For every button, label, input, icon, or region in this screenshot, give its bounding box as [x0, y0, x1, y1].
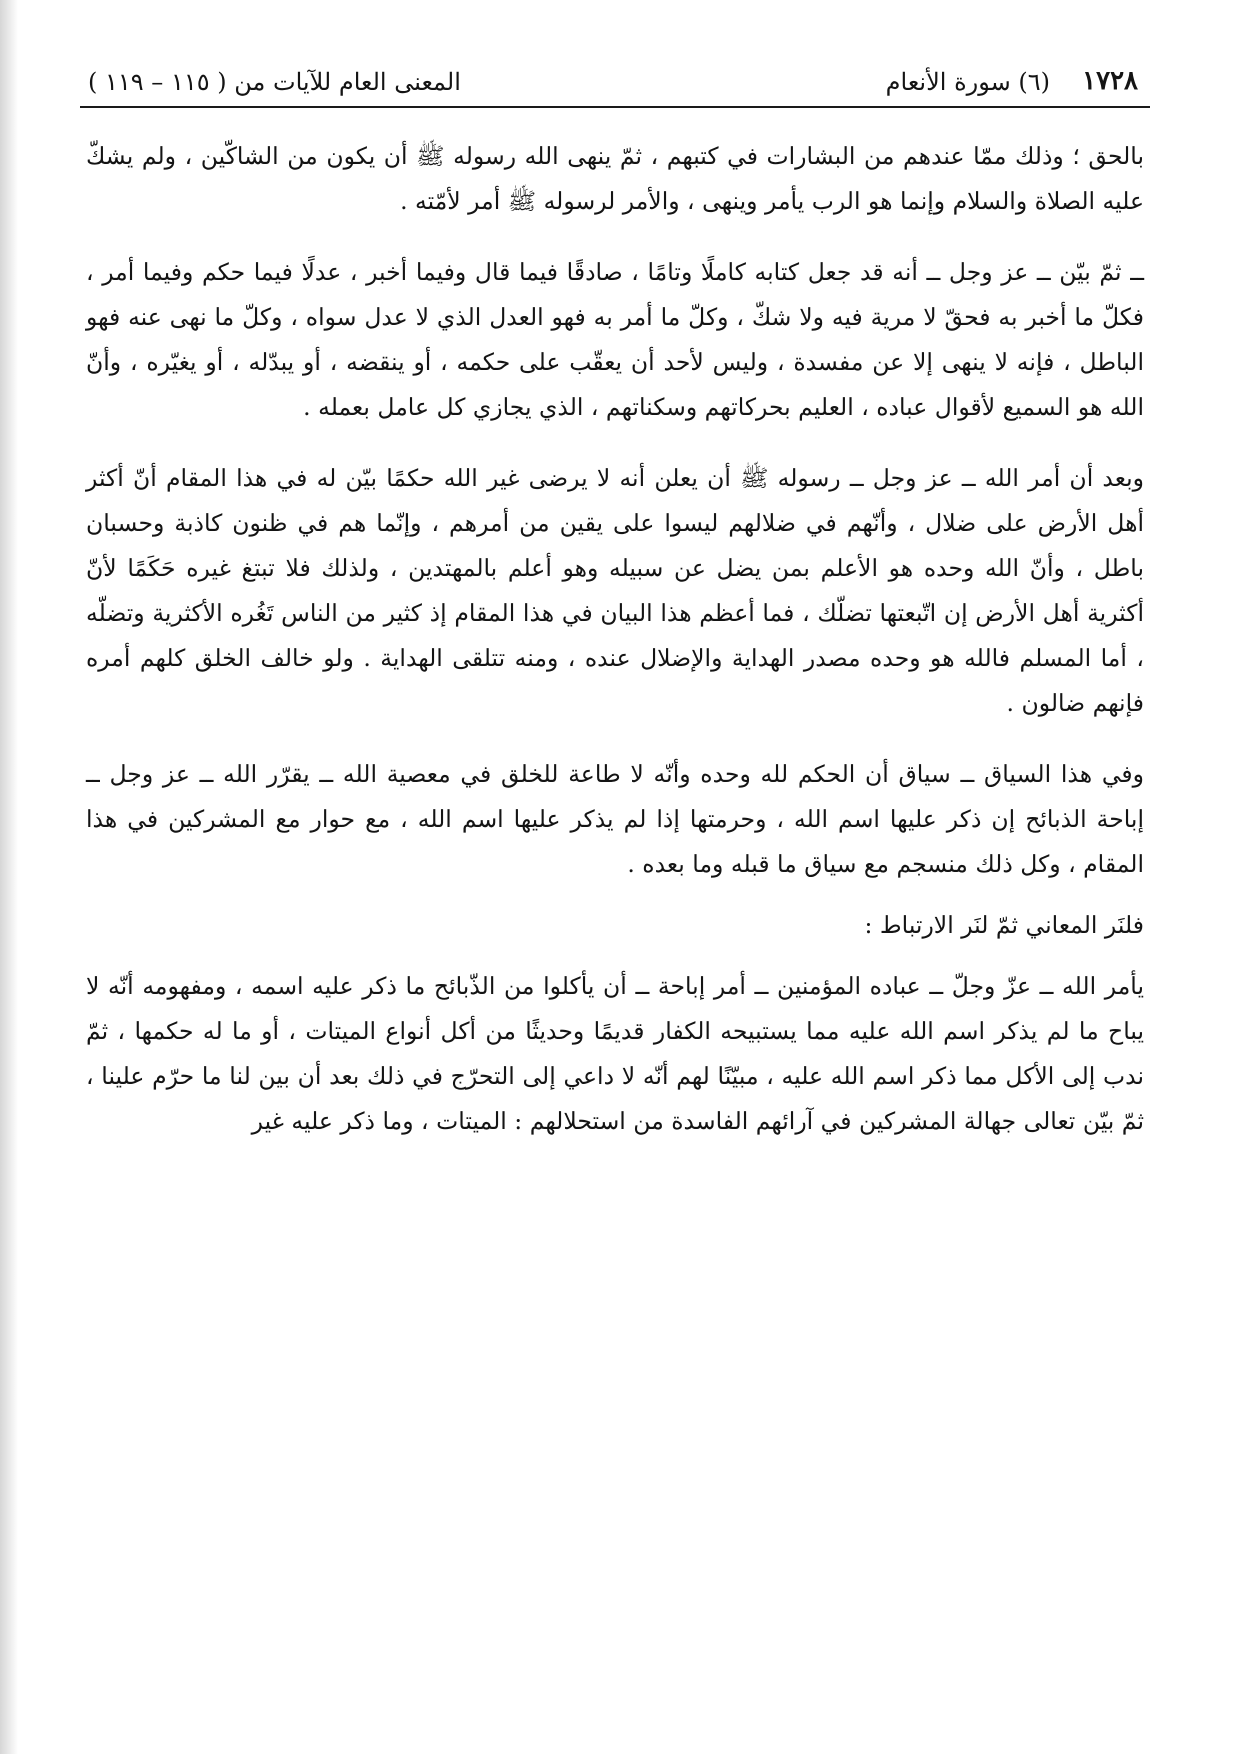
paragraph-3: وبعد أن أمر الله ــ عز وجل ــ رسوله ﷺ أن يعلن أنه لا يرضى غير الله حكمًا بيّن له في هذا المقام أنّ أكثر أهل الأرض على ضلال ، وأنّهم في ضلالهم ليسوا على يقين من أمرهم ، وإنّما هم في ظنون كاذبة وحسبان باطل ، وأنّ الله وحده هو الأعلم بمن يضل عن سبيله وهو أعلم بالمهتدين ، ولذلك فلا تبتغ غيره حَكَمًا لأنّ أكثرية أهل الأرض إن اتّبعتها تضلّك ، فما أعظم هذا البيان في هذا المقام إذ كثير من الناس تَغُره الأكثرية وتضلّه ، أما المسلم فالله هو وحده مصدر الهداية والإضلال عنده ، ومنه تتلقى الهداية . ولو خالف الخلق كلهم أمره فإنهم ضالون . — [86, 464, 1144, 717]
page-number: ١٧٢٨ — [1082, 66, 1138, 96]
page-body — [80, 108, 1150, 1144]
paragraph-2: ــ ثمّ بيّن ــ عز وجل ــ أنه قد جعل كتابه كاملًا وتامًا ، صادقًا فيما قال وفيما أخبر ، عدلًا فيما حكم وفيما أمر ، فكلّ ما أخبر به فحقّ لا مرية فيه ولا شكّ ، وكلّ ما أمر به فهو العدل الذي لا عدل سواه ، وكلّ ما نهى عنه فهو الباطل ، فإنه لا ينهى إلا عن مفسدة ، وليس لأحد أن يعقّب على حكمه ، أو ينقضه ، أو يبدّله ، أو يغيّره ، وأنّ الله هو السميع لأقوال عباده ، العليم بحركاتهم وسكناتهم ، الذي يجازي كل عامل بعمله . — [86, 258, 1144, 421]
surah-title: (٦) سورة الأنعام — [885, 68, 1050, 96]
book-page — [80, 60, 1150, 1720]
paragraph-1: بالحق ؛ وذلك ممّا عندهم من البشارات في كتبهم ، ثمّ ينهى الله رسوله ﷺ أن يكون من الشاكّين ، ولم يشكّ عليه الصلاة والسلام وإنما هو الرب يأمر وينهى ، والأمر لرسوله ﷺ أمر لأمّته . — [86, 142, 1144, 215]
paragraph-4: وفي هذا السياق ــ سياق أن الحكم لله وحده وأنّه لا طاعة للخلق في معصية الله ــ يقرّر الله ــ عز وجل ــ إباحة الذبائح إن ذكر عليها اسم الله ، وحرمتها إذا لم يذكر عليها اسم الله ، مع حوار مع المشركين في هذا المقام ، وكل ذلك منسجم مع سياق ما قبله وما بعده . — [86, 760, 1144, 878]
paragraph-5: فلنَر المعاني ثمّ لنَر الارتباط : — [864, 911, 1144, 939]
scan-edge-shadow — [0, 0, 18, 1754]
page-header — [80, 60, 1150, 108]
paragraph-6: يأمر الله ــ عزّ وجلّ ــ عباده المؤمنين ــ أمر إباحة ــ أن يأكلوا من الذّبائح ما ذكر عليه اسمه ، ومفهومه أنّه لا يباح ما لم يذكر اسم الله عليه مما يستبيحه الكفار قديمًا وحديثًا من أكل أنواع الميتات ، أو ما له حكمها ، ثمّ ندب إلى الأكل مما ذكر اسم الله عليه ، مبيّنًا لهم أنّه لا داعي إلى التحرّج في ذلك بعد أن بين لنا ما حرّم علينا ، ثمّ بيّن تعالى جهالة المشركين في آرائهم الفاسدة من استحلالهم : الميتات ، وما ذكر عليه غير — [86, 972, 1144, 1135]
section-title: المعنى العام للآيات من ( ١١٥ – ١١٩ ) — [88, 68, 461, 96]
